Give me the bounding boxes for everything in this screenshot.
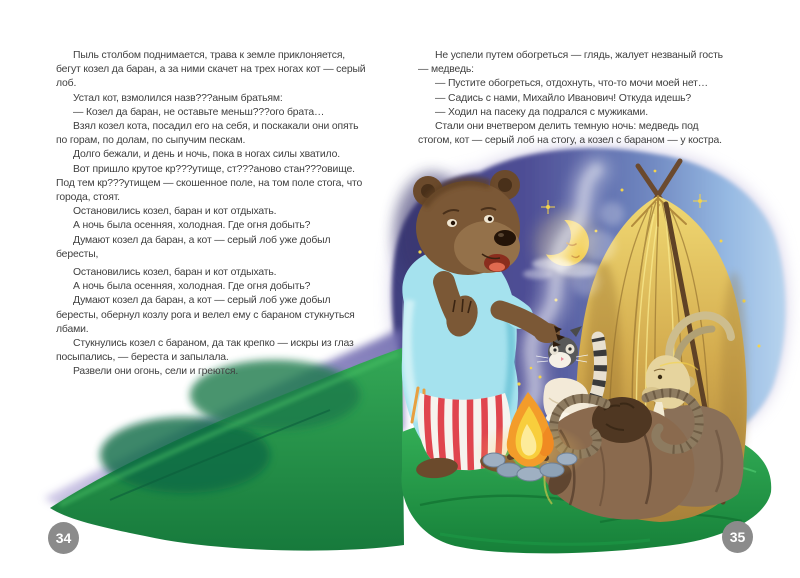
paragraph: — Ходил на пасеку да подрался с мужиками. <box>435 106 648 118</box>
paragraph: Стали они вчетвером делить темную ночь: медведь под стогом, кот — серый лоб на стогу, а козел с бараном — у костра. <box>418 121 722 147</box>
paragraph: Долго бежали, и день и ночь, пока в ногах силы хватило. <box>73 149 340 161</box>
paragraph: — Пустите обогреться, отдохнуть, что-то мочи моей нет… <box>435 78 708 90</box>
paragraph: Развели они огонь, сели и греются. <box>73 366 239 378</box>
paragraph: Думают козел да баран, а кот — серый лоб уже добыл бересты, обернул козлу рога и велел ему с бараном стукнуться лбами. <box>56 295 355 335</box>
paragraph: Устал кот, взмолился назв???аным братьям: <box>73 92 283 104</box>
paragraph: А ночь была осенняя, холодная. Где огня добыть? <box>73 281 311 293</box>
paragraph: Взял козел кота, посадил его на себя, и поскакали они опять по горам, по долам, по сыпучим пескам. <box>56 121 359 147</box>
left-page-text <box>56 49 366 380</box>
paragraph: Стукнулись козел с бараном, да так крепко — искры из глаз посыпались, — береста и запылала. <box>56 338 354 364</box>
page-number-badge-right: 35 <box>722 521 753 553</box>
paragraph: Не успели путем обогреться — глядь, жалует незваный гость — медведь: <box>418 50 723 76</box>
paragraph: — Садись с нами, Михайло Иванович! Откуда идешь? <box>435 92 692 104</box>
page-number-badge-left: 34 <box>48 522 79 554</box>
paragraph: Думают козел да баран, а кот — серый лоб уже добыл бересты, <box>56 234 331 260</box>
paragraph: Вот пришло крутое кр???утище, ст???аново стан???овище. Под тем кр???утищем — скошенное поле, на том поле стога, что города, стоят. <box>56 163 363 204</box>
paragraph: Остановились козел, баран и кот отдыхать. <box>73 267 277 279</box>
paragraph: Пыль столбом поднимается, трава к земле приклоняется, бегут козел да баран, а за ними скачет на трех ногах кот — серый лоб. <box>56 50 366 90</box>
paragraph: Остановились козел, баран и кот отдыхать. <box>73 206 277 218</box>
paragraph: — Козел да баран, не оставьте меньш???ого брата… <box>73 106 325 118</box>
right-page-text <box>418 49 733 148</box>
paragraph: А ночь была осенняя, холодная. Где огня добыть? <box>73 220 311 232</box>
